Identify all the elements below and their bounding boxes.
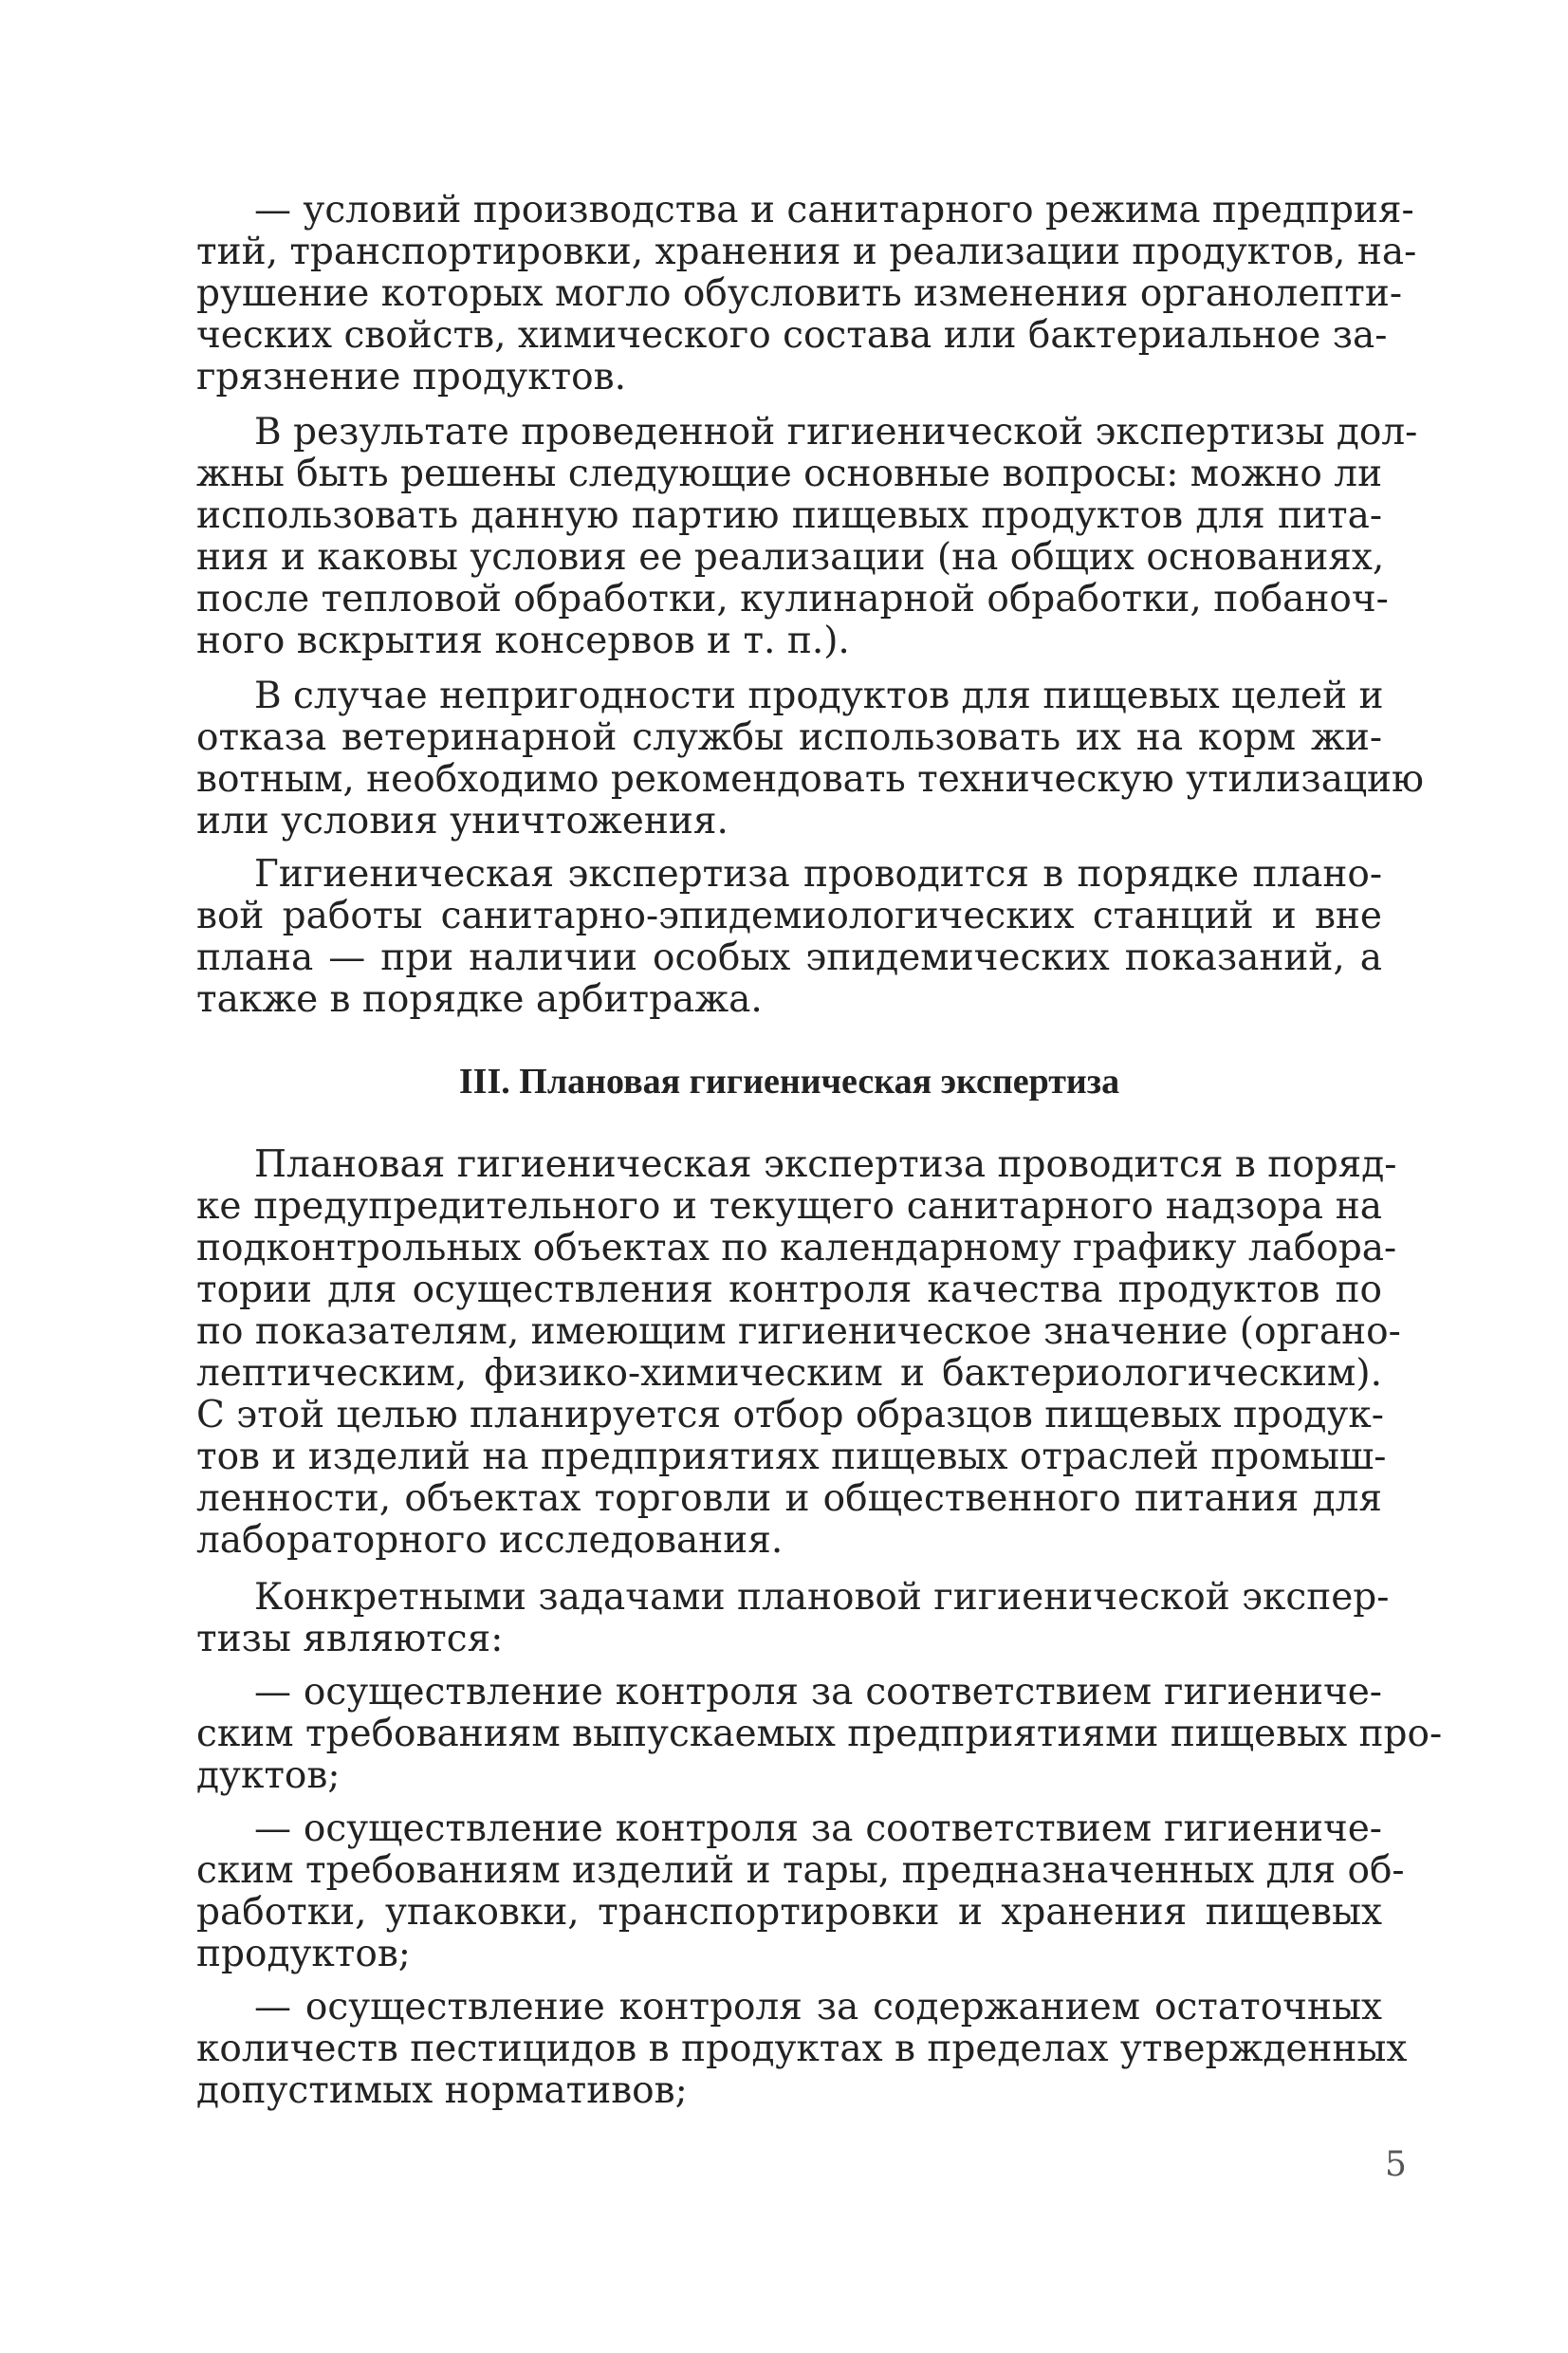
text-line: ного вскрытия консервов и т. п.). xyxy=(196,620,850,662)
text-line: лабораторного исследования. xyxy=(196,1519,784,1562)
text-line: ния и каковы условия ее реализации (на общих основаниях, xyxy=(196,536,1385,579)
text-line: — осуществление контроля за соответствием гигиениче- xyxy=(254,1671,1382,1714)
text-line: лептическим, физико-химическим и бактериологическим). xyxy=(196,1352,1382,1395)
text-line: плана — при наличии особых эпидемических показаний, а xyxy=(196,936,1382,979)
text-line: использовать данную партию пищевых продуктов для пита- xyxy=(196,494,1382,537)
text-line: вой работы санитарно-эпидемиологических станций и вне xyxy=(196,895,1382,937)
text-line: дуктов; xyxy=(196,1754,341,1797)
text-line: — условий производства и санитарного режима предприя- xyxy=(254,189,1414,232)
text-line: подконтрольных объектах по календарному графику лабора- xyxy=(196,1227,1397,1269)
text-line: — осуществление контроля за соответствием гигиениче- xyxy=(254,1807,1382,1850)
text-line: ским требованиям изделий и тары, предназначенных для об- xyxy=(196,1849,1405,1892)
text-line: ским требованиям выпускаемых предприятиями пищевых про- xyxy=(196,1713,1443,1755)
text-line: допустимых нормативов; xyxy=(196,2069,688,2112)
section-heading: III. Плановая гигиеническая экспертиза xyxy=(458,1062,1120,1102)
text-line: вотным, необходимо рекомендовать техническую утилизацию xyxy=(196,758,1424,801)
text-line: Конкретными задачами плановой гигиенической экспер- xyxy=(254,1576,1390,1619)
text-line: по показателям, имеющим гигиеническое значение (органо- xyxy=(196,1310,1401,1353)
text-line: рушение которых могло обусловить изменения органолепти- xyxy=(196,272,1403,315)
text-line: или условия уничтожения. xyxy=(196,800,729,843)
text-line: В случае непригодности продуктов для пищевых целей и xyxy=(254,675,1384,717)
text-line: — осуществление контроля за содержанием остаточных xyxy=(254,1986,1382,2029)
text-line: ленности, объектах торговли и общественного питания для xyxy=(196,1477,1382,1520)
text-line: количеств пестицидов в продуктах в пределах утвержденных xyxy=(196,2028,1408,2070)
text-line: Гигиеническая экспертиза проводится в порядке плано- xyxy=(254,853,1382,896)
page-number: 5 xyxy=(1385,2145,1407,2184)
text-line: тории для осуществления контроля качества продуктов по xyxy=(196,1269,1382,1311)
text-line: отказа ветеринарной службы использовать их на корм жи- xyxy=(196,716,1382,759)
text-line: работки, упаковки, транспортировки и хранения пищевых xyxy=(196,1891,1382,1934)
text-line: после тепловой обработки, кулинарной обработки, побаноч- xyxy=(196,578,1389,621)
text-line: продуктов; xyxy=(196,1933,411,1975)
text-line: ке предупредительного и текущего санитарного надзора на xyxy=(196,1185,1382,1228)
text-line: Плановая гигиеническая экспертиза проводится в поряд- xyxy=(254,1143,1397,1186)
text-line: ческих свойств, химического состава или бактериальное за- xyxy=(196,314,1388,357)
text-line: тий, транспортировки, хранения и реализации продуктов, на- xyxy=(196,231,1417,273)
text-line: грязнение продуктов. xyxy=(196,356,626,398)
text-line: В результате проведенной гигиенической экспертизы дол- xyxy=(254,411,1418,454)
text-line: также в порядке арбитража. xyxy=(196,978,763,1021)
text-line: тов и изделий на предприятиях пищевых отраслей промыш- xyxy=(196,1436,1387,1478)
text-line: жны быть решены следующие основные вопросы: можно ли xyxy=(196,453,1383,495)
text-line: тизы являются: xyxy=(196,1618,504,1660)
text-line: С этой целью планируется отбор образцов пищевых продук- xyxy=(196,1394,1384,1436)
